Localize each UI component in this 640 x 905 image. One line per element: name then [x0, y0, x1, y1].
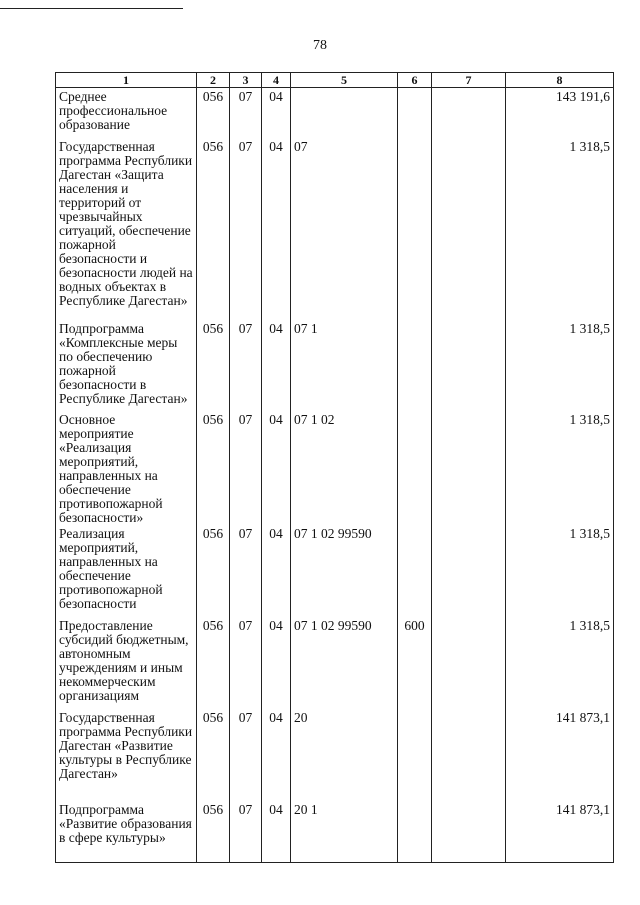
row-vr	[398, 801, 432, 863]
row-sum: 1 318,5	[506, 617, 614, 709]
table-row	[56, 320, 614, 411]
page-number: 78	[313, 38, 327, 53]
header-col-2: 2	[197, 73, 230, 88]
row-col7	[432, 138, 506, 320]
row-rz: 07	[230, 709, 262, 801]
row-col7	[432, 88, 506, 138]
row-csr: 07 1	[291, 320, 398, 411]
row-sum: 1 318,5	[506, 525, 614, 617]
row-csr: 20 1	[291, 801, 398, 863]
header-col-3: 3	[230, 73, 262, 88]
header-col-5: 5	[291, 73, 398, 88]
table-row	[56, 709, 614, 801]
row-ved: 056	[197, 801, 230, 863]
row-vr	[398, 138, 432, 320]
table-row	[56, 801, 614, 863]
row-vr	[398, 411, 432, 525]
row-rz: 07	[230, 88, 262, 138]
row-ved: 056	[197, 88, 230, 138]
row-vr	[398, 709, 432, 801]
row-sum: 141 873,1	[506, 709, 614, 801]
row-col7	[432, 709, 506, 801]
row-name: Предоставление субсидий бюджетным, автономным учреждениям и иным некоммерческим организациям	[56, 617, 197, 709]
row-name: Государственная программа Республики Дагестан «Защита населения и территорий от чрезвычайных ситуаций, обеспечение пожарной безопасности и безопасности людей на водных объектах в Республике Дагестан»	[56, 138, 197, 320]
row-pr: 04	[262, 88, 291, 138]
row-rz: 07	[230, 617, 262, 709]
row-pr: 04	[262, 525, 291, 617]
row-sum: 1 318,5	[506, 411, 614, 525]
row-col7	[432, 617, 506, 709]
row-col7	[432, 801, 506, 863]
row-ved: 056	[197, 525, 230, 617]
row-col7	[432, 411, 506, 525]
row-name: Среднее профессиональное образование	[56, 88, 197, 138]
row-ved: 056	[197, 709, 230, 801]
row-rz: 07	[230, 320, 262, 411]
table-row	[56, 88, 614, 138]
row-ved: 056	[197, 617, 230, 709]
row-name: Государственная программа Республики Дагестан «Развитие культуры в Республике Дагестан»	[56, 709, 197, 801]
row-pr: 04	[262, 617, 291, 709]
row-ved: 056	[197, 411, 230, 525]
budget-table	[55, 72, 614, 863]
row-pr: 04	[262, 801, 291, 863]
row-vr	[398, 525, 432, 617]
row-csr: 20	[291, 709, 398, 801]
row-csr: 07	[291, 138, 398, 320]
row-ved: 056	[197, 320, 230, 411]
row-csr: 07 1 02 99590	[291, 525, 398, 617]
header-col-6: 6	[398, 73, 432, 88]
header-row	[56, 73, 614, 88]
row-col7	[432, 320, 506, 411]
header-col-1: 1	[56, 73, 197, 88]
row-sum: 141 873,1	[506, 801, 614, 863]
row-sum: 143 191,6	[506, 88, 614, 138]
row-csr: 07 1 02	[291, 411, 398, 525]
row-pr: 04	[262, 709, 291, 801]
row-csr: 07 1 02 99590	[291, 617, 398, 709]
row-rz: 07	[230, 801, 262, 863]
top-rule	[0, 8, 183, 9]
row-sum: 1 318,5	[506, 320, 614, 411]
row-pr: 04	[262, 320, 291, 411]
header-col-7: 7	[432, 73, 506, 88]
table-row	[56, 617, 614, 709]
row-vr	[398, 320, 432, 411]
row-pr: 04	[262, 138, 291, 320]
row-rz: 07	[230, 411, 262, 525]
row-rz: 07	[230, 138, 262, 320]
row-csr	[291, 88, 398, 138]
row-vr	[398, 88, 432, 138]
row-col7	[432, 525, 506, 617]
row-pr: 04	[262, 411, 291, 525]
row-name: Реализация мероприятий, направленных на обеспечение противопожарной безопасности	[56, 525, 197, 617]
table-row	[56, 411, 614, 525]
row-name: Основное мероприятие «Реализация мероприятий, направленных на обеспечение противопожарной безопасности»	[56, 411, 197, 525]
row-sum: 1 318,5	[506, 138, 614, 320]
row-ved: 056	[197, 138, 230, 320]
row-rz: 07	[230, 525, 262, 617]
row-name: Подпрограмма «Развитие образования в сфере культуры»	[56, 801, 197, 863]
table-row	[56, 138, 614, 320]
header-col-4: 4	[262, 73, 291, 88]
row-vr: 600	[398, 617, 432, 709]
header-col-8: 8	[506, 73, 614, 88]
table-row	[56, 525, 614, 617]
row-name: Подпрограмма «Комплексные меры по обеспечению пожарной безопасности в Республике Дагестан»	[56, 320, 197, 411]
